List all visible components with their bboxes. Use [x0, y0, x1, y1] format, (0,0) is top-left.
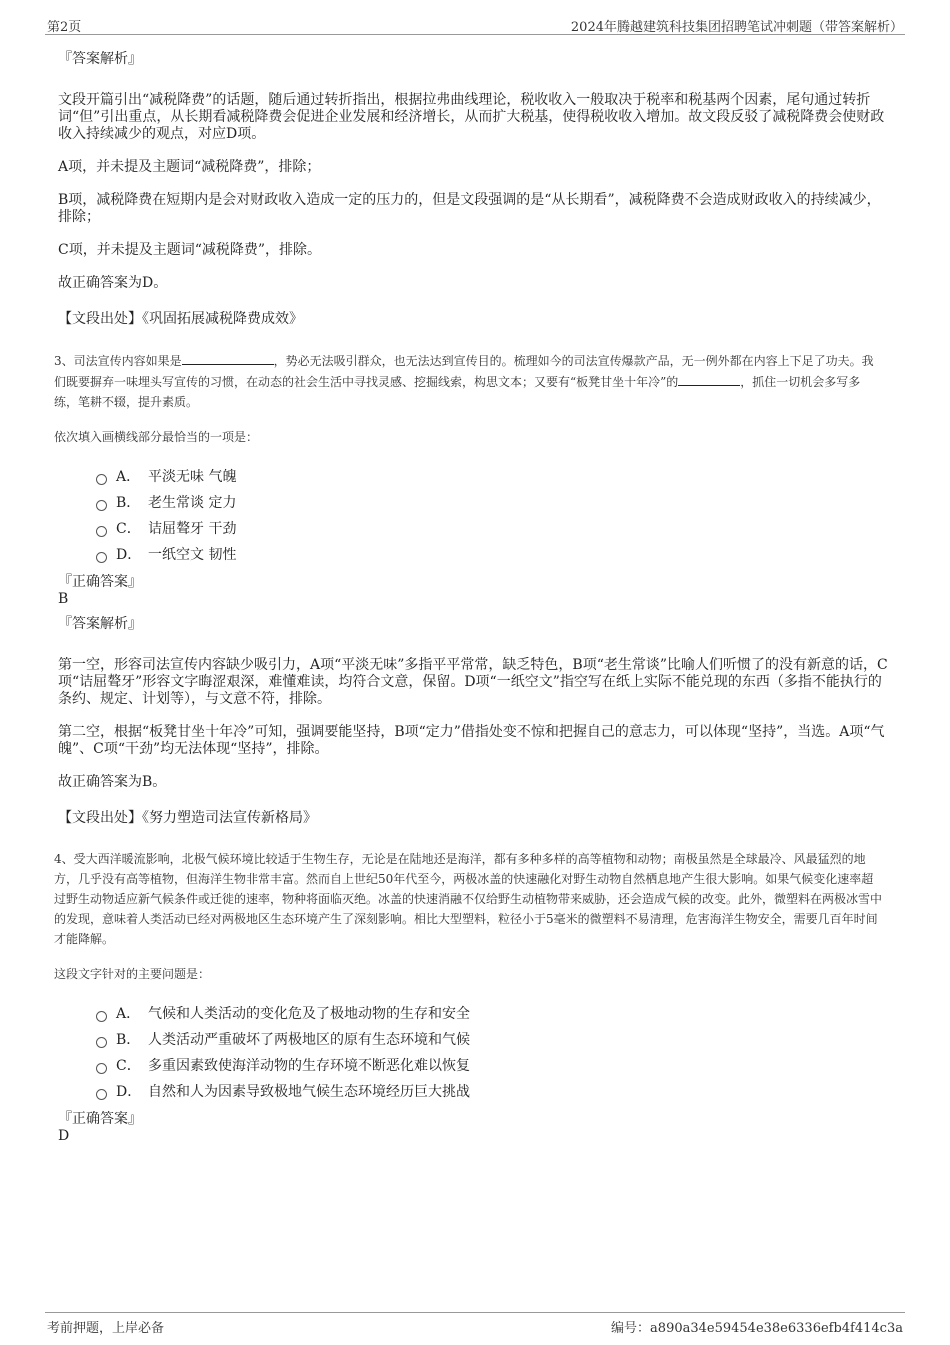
- analysis-paragraph: 第二空，根据“板凳甘坐十年冷”可知，强调要能坚持，B项“定力”借指处变不惊和把握自己的意志力，可以体现“坚持”，当选。A项“气魄”、C项“干劲”均无法体现“坚持”，排除。: [58, 724, 885, 757]
- fill-blank: [182, 350, 274, 365]
- option-b[interactable]: B． 老生常谈 定力: [96, 489, 888, 515]
- radio-icon[interactable]: [96, 526, 107, 537]
- document-title: 2024年腾越建筑科技集团招聘笔试冲刺题（带答案解析）: [570, 20, 903, 35]
- question-4-options: [96, 1000, 888, 1104]
- question-3-options: [96, 463, 888, 567]
- radio-icon[interactable]: [96, 474, 107, 485]
- analysis-label: 『答案解析』: [58, 616, 142, 632]
- analysis-conclusion: 故正确答案为D。: [58, 275, 168, 291]
- answer-label: 『正确答案』: [58, 574, 142, 590]
- option-a[interactable]: A． 平淡无味 气魄: [96, 463, 888, 489]
- question-3-text: 3、司法宣传内容如果是 ，势必无法吸引群众，也无法达到宣传目的。梳理如今的司法宣传爆款产品，无一例外都在内容上下足了功夫。我们既要摒弃一味埋头写宣传的习惯，在动态的社会生活中寻找灵感、挖掘线索，构思文本；又要有“板凳甘坐十年冷”的 ，抓住一切机会多写多练，笔耕不辍，提升素质。: [54, 350, 884, 412]
- radio-icon[interactable]: [96, 1089, 107, 1100]
- page-footer: [45, 1312, 905, 1337]
- analysis-label: 『答案解析』: [58, 51, 142, 67]
- radio-icon[interactable]: [96, 552, 107, 563]
- option-a[interactable]: A． 气候和人类活动的变化危及了极地动物的生存和安全: [96, 1000, 888, 1026]
- option-b[interactable]: B． 人类活动严重破坏了两极地区的原有生态环境和气候: [96, 1026, 888, 1052]
- radio-icon[interactable]: [96, 1037, 107, 1048]
- analysis-paragraph: C项，并未提及主题词“减税降费”，排除。: [58, 242, 322, 258]
- option-d[interactable]: D． 自然和人为因素导致极地气候生态环境经历巨大挑战: [96, 1078, 888, 1104]
- option-d[interactable]: D． 一纸空文 韧性: [96, 541, 888, 567]
- radio-icon[interactable]: [96, 1011, 107, 1022]
- answer-label: 『正确答案』: [58, 1111, 142, 1127]
- question-3-prompt: 依次填入画横线部分最恰当的一项是：: [54, 430, 259, 444]
- radio-icon[interactable]: [96, 1063, 107, 1074]
- analysis-conclusion: 故正确答案为B。: [58, 774, 167, 790]
- radio-icon[interactable]: [96, 500, 107, 511]
- option-c[interactable]: C． 诘屈聱牙 干劲: [96, 515, 888, 541]
- document-body: [54, 48, 888, 1150]
- question-4-text: 4、受大西洋暖流影响，北极气候环境比较适于生物生存，无论是在陆地还是海洋，都有多种多样的高等植物和动物；南极虽然是全球最冷、风最猛烈的地方，几乎没有高等植物，但海洋生物非常丰富。然而自上世纪50年代至今，两极冰盖的快速融化对野生动物自然栖息地产生很大影响。如果气候变化速率超过野生动物适应新气候条件或迁徙的速率，物种将面临灭绝。冰盖的快速消融不仅给野生动植物带来威胁，还会造成气候的改变。此外，微塑料在两极冰雪中的发现，意味着人类活动已经对两极地区生态环境产生了深刻影响。相比大型塑料，粒径小于5毫米的微塑料不易清理，危害海洋生物安全，需要几百年时间才能降解。: [54, 852, 883, 946]
- analysis-paragraph: 文段开篇引出“减税降费”的话题，随后通过转折指出，根据拉弗曲线理论，税收收入一般取决于税率和税基两个因素，尾句通过转折词“但”引出重点，从长期看减税降费会促进企业发展和经济增长，从而扩大税基，使得税收收入增加。故文段反驳了减税降费会使财政收入持续减少的观点，对应D项。: [58, 92, 885, 142]
- analysis-paragraph: A项，并未提及主题词“减税降费”，排除；: [58, 159, 321, 175]
- analysis-paragraph: 第一空，形容司法宣传内容缺少吸引力，A项“平淡无味”多指平平常常，缺乏特色，B项“老生常谈”比喻人们听惯了的没有新意的话，C项“诘屈聱牙”形容文字晦涩艰深，难懂难读，均符合文意，保留。D项“一纸空文”指空写在纸上实际不能兑现的东西（多指不能执行的条约、规定、计划等），与文意不符，排除。: [58, 657, 888, 707]
- question-4-prompt: 这段文字针对的主要问题是：: [54, 967, 211, 981]
- document-id: 编号：a890a34e59454e38e6336efb4f414c3a: [611, 1321, 903, 1336]
- passage-source: 【文段出处】《巩固拓展减税降费成效》: [58, 311, 303, 327]
- fill-blank: [678, 371, 740, 386]
- answer-value: D: [58, 1128, 70, 1144]
- footer-slogan: 考前押题，上岸必备: [47, 1321, 165, 1336]
- analysis-paragraph: B项，减税降费在短期内是会对财政收入造成一定的压力的，但是文段强调的是“从长期看”，减税降费不会造成财政收入的持续减少，排除；: [58, 192, 881, 225]
- page-number: 第2页: [47, 20, 82, 35]
- answer-value: B: [58, 591, 69, 607]
- passage-source: 【文段出处】《努力塑造司法宣传新格局》: [58, 810, 317, 826]
- page-header: [45, 14, 905, 35]
- option-c[interactable]: C． 多重因素致使海洋动物的生存环境不断恶化难以恢复: [96, 1052, 888, 1078]
